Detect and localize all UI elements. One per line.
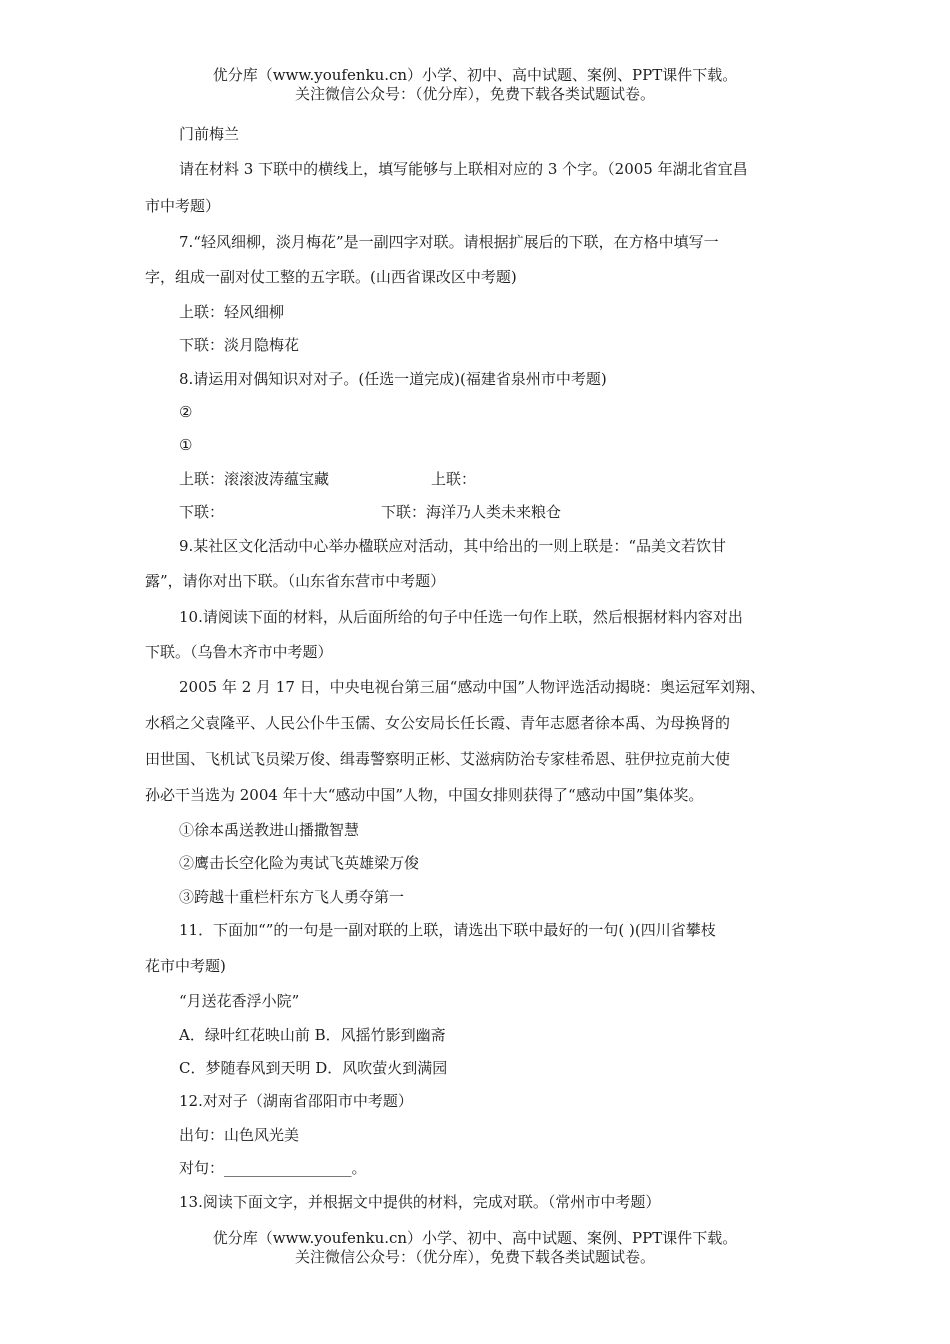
footer-line-1: 优分库（www.youfenku.cn）小学、初中、高中试题、案例、PPT课件下载。	[212, 1229, 738, 1247]
text-line: 水稻之父袁隆平、人民公仆牛玉儒、女公安局长任长霞、青年志愿者徐本禹、为母换肾的	[145, 714, 731, 732]
couplet-row	[179, 469, 477, 489]
text-line: ①	[179, 436, 193, 454]
couplet-lower-1: 下联：	[179, 503, 225, 521]
text-line: 孙必干当选为 2004 年十大“感动中国”人物，中国女排则获得了“感动中国”集体奖。	[145, 786, 704, 804]
couplet-lower-2: 下联：海洋乃人类未来粮仓	[381, 503, 562, 521]
header-line-1: 优分库（www.youfenku.cn）小学、初中、高中试题、案例、PPT课件下载。	[212, 66, 738, 84]
couplet-upper-1: 上联：滚滚波涛蕴宝藏	[179, 470, 330, 488]
text-line: 字，组成一副对仗工整的五字联。(山西省课改区中考题)	[145, 268, 517, 286]
answer-blank-line: 对句：_________________。	[179, 1159, 367, 1177]
page-header	[0, 66, 950, 104]
question-9: 9.某社区文化活动中心举办楹联应对活动，其中给出的一则上联是：“品美文若饮甘	[179, 537, 726, 555]
question-7: 7.“轻风细柳，淡月梅花”是一副四字对联。请根据扩展后的下联，在方格中填写一	[179, 233, 719, 251]
page-footer	[0, 1229, 950, 1267]
text-line: 露”，请你对出下联。（山东省东营市中考题）	[145, 572, 446, 590]
couplet-row	[179, 502, 562, 522]
question-11: 11．下面加“”的一句是一副对联的上联，请选出下联中最好的一句( )(四川省攀枝	[179, 921, 716, 939]
text-line: 花市中考题)	[145, 957, 226, 975]
text-line: 上联：轻风细柳	[179, 303, 285, 321]
question-13: 13.阅读下面文字，并根据文中提供的材料，完成对联。（常州市中考题）	[179, 1193, 661, 1211]
text-line: “月送花香浮小院”	[179, 992, 300, 1010]
text-line: 请在材料 3 下联中的横线上，填写能够与上联相对应的 3 个字。（2005 年湖北省宜昌	[179, 160, 748, 178]
header-line-2: 关注微信公众号：（优分库），免费下载各类试题试卷。	[294, 85, 655, 103]
question-8: 8.请运用对偶知识对对子。(任选一道完成)(福建省泉州市中考题)	[179, 370, 607, 388]
question-12: 12.对对子（湖南省邵阳市中考题）	[179, 1092, 413, 1110]
text-line: 市中考题）	[145, 197, 221, 215]
choice-line: A．绿叶红花映山前 B．风摇竹影到幽斋	[179, 1026, 446, 1044]
question-10: 10.请阅读下面的材料，从后面所给的句子中任选一句作上联，然后根据材料内容对出	[179, 608, 743, 626]
text-line: 下联。（乌鲁木齐市中考题）	[145, 643, 333, 661]
text-line: 出句：山色风光美	[179, 1126, 300, 1144]
couplet-upper-2: 上联：	[431, 470, 477, 488]
text-line: ②	[179, 403, 193, 421]
text-line: 门前梅兰	[179, 125, 240, 143]
text-line: 田世国、飞机试飞员梁万俊、缉毒警察明正彬、艾滋病防治专家桂希恩、驻伊拉克前大使	[145, 750, 731, 768]
choice-line: C．梦随春风到天明 D．风吹萤火到满园	[179, 1059, 448, 1077]
text-line: 2005 年 2 月 17 日，中央电视台第三届“感动中国”人物评选活动揭晓：奥运冠军刘翔、	[179, 678, 765, 696]
option-line: ③跨越十重栏杆东方飞人勇夺第一	[179, 888, 405, 906]
option-line: ①徐本禹送教进山播撒智慧	[179, 821, 360, 839]
option-line: ②鹰击长空化险为夷试飞英雄梁万俊	[179, 854, 420, 872]
footer-line-2: 关注微信公众号：（优分库），免费下载各类试题试卷。	[294, 1248, 655, 1266]
text-line: 下联：淡月隐梅花	[179, 336, 300, 354]
